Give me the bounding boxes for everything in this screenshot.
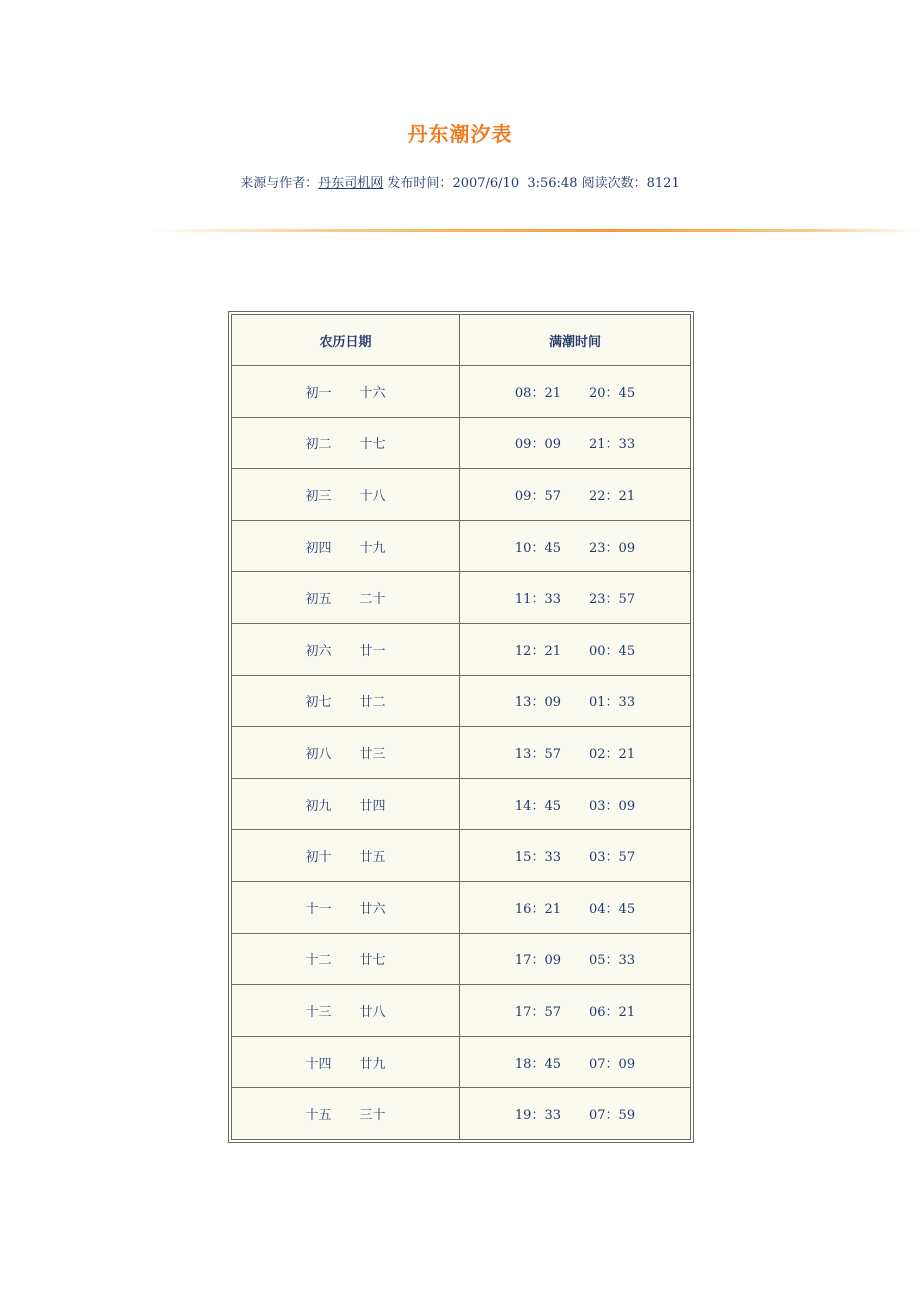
table-row: [232, 623, 691, 675]
table-row: [232, 881, 691, 933]
table-row: [232, 778, 691, 830]
high-tide-time-first: 13：57: [514, 746, 561, 762]
high-tide-time-first: 12：21: [514, 643, 561, 659]
table-row: [232, 1088, 691, 1140]
high-tide-time-second: 07：09: [589, 1056, 636, 1072]
high-tide-time-second: 23：57: [589, 592, 636, 608]
lunar-date-cell: [232, 675, 460, 727]
high-tide-time-first: 09：09: [514, 437, 561, 453]
lunar-date-first: 十四: [305, 1056, 332, 1072]
lunar-date-first: 初九: [305, 798, 332, 814]
lunar-date-cell: [232, 572, 460, 624]
lunar-date-cell: [232, 623, 460, 675]
high-tide-time-cell: [460, 417, 691, 469]
high-tide-time-cell: [460, 675, 691, 727]
high-tide-time-second: 00：45: [589, 643, 636, 659]
source-link[interactable]: 丹东司机网: [318, 176, 384, 191]
high-tide-time-cell: [460, 933, 691, 985]
high-tide-time-first: 09：57: [514, 488, 561, 504]
article-meta: [0, 172, 920, 191]
lunar-date-second: 十六: [359, 385, 386, 401]
high-tide-time-cell: [460, 1036, 691, 1088]
high-tide-time-cell: [460, 985, 691, 1037]
high-tide-time-second: 20：45: [589, 385, 636, 401]
lunar-date-cell: [232, 985, 460, 1037]
table-row: [232, 727, 691, 779]
table-row: [232, 985, 691, 1037]
high-tide-time-first: 19：33: [514, 1108, 561, 1124]
lunar-date-first: 初六: [305, 643, 332, 659]
lunar-date-first: 十二: [305, 953, 332, 969]
lunar-date-second: 二十: [359, 592, 386, 608]
lunar-date-second: 十七: [359, 437, 386, 453]
high-tide-time-second: 01：33: [589, 695, 636, 711]
publish-label: 发布时间：: [387, 176, 453, 191]
high-tide-time-second: 23：09: [589, 540, 636, 556]
lunar-date-first: 初一: [305, 385, 332, 401]
table-body: [232, 366, 691, 1140]
lunar-date-second: 廿八: [359, 1004, 386, 1020]
high-tide-time-second: 03：09: [589, 798, 636, 814]
lunar-date-first: 十五: [305, 1108, 332, 1124]
table-row: [232, 675, 691, 727]
lunar-date-second: 廿六: [359, 901, 386, 917]
lunar-date-second: 十九: [359, 540, 386, 556]
high-tide-time-first: 14：45: [514, 798, 561, 814]
table-header-row: [232, 315, 691, 366]
table-row: [232, 933, 691, 985]
lunar-date-first: 初三: [305, 488, 332, 504]
high-tide-time-second: 03：57: [589, 850, 636, 866]
header-high-tide-time: 满潮时间: [460, 315, 691, 366]
page-title: 丹东潮汐表: [407, 122, 513, 146]
high-tide-time-second: 02：21: [589, 746, 636, 762]
high-tide-time-cell: [460, 623, 691, 675]
table-row: [232, 830, 691, 882]
lunar-date-first: 初五: [305, 592, 332, 608]
high-tide-time-cell: [460, 520, 691, 572]
reads-count: 8121: [646, 176, 680, 191]
lunar-date-first: 初七: [305, 695, 332, 711]
lunar-date-cell: [232, 881, 460, 933]
lunar-date-cell: [232, 417, 460, 469]
lunar-date-second: 十八: [359, 488, 386, 504]
lunar-date-cell: [232, 520, 460, 572]
source-label: 来源与作者：: [240, 176, 319, 191]
high-tide-time-second: 06：21: [589, 1004, 636, 1020]
lunar-date-second: 廿七: [359, 953, 386, 969]
reads-label: 阅读次数：: [581, 176, 647, 191]
table-row: [232, 572, 691, 624]
lunar-date-first: 初四: [305, 540, 332, 556]
lunar-date-second: 廿二: [359, 695, 386, 711]
table-row: [232, 417, 691, 469]
lunar-date-cell: [232, 1088, 460, 1140]
lunar-date-cell: [232, 469, 460, 521]
table-row: [232, 520, 691, 572]
tide-table: [231, 314, 691, 1140]
high-tide-time-first: 18：45: [514, 1056, 561, 1072]
lunar-date-first: 初十: [305, 850, 332, 866]
high-tide-time-first: 10：45: [514, 540, 561, 556]
high-tide-time-cell: [460, 1088, 691, 1140]
high-tide-time-cell: [460, 778, 691, 830]
high-tide-time-first: 15：33: [514, 850, 561, 866]
high-tide-time-cell: [460, 830, 691, 882]
high-tide-time-cell: [460, 727, 691, 779]
lunar-date-second: 廿四: [359, 798, 386, 814]
lunar-date-cell: [232, 830, 460, 882]
lunar-date-cell: [232, 727, 460, 779]
lunar-date-cell: [232, 1036, 460, 1088]
table-row: [232, 1036, 691, 1088]
lunar-date-second: 廿三: [359, 746, 386, 762]
lunar-date-second: 三十: [359, 1108, 386, 1124]
lunar-date-first: 十一: [305, 901, 332, 917]
lunar-date-first: 十三: [305, 1004, 332, 1020]
lunar-date-second: 廿九: [359, 1056, 386, 1072]
lunar-date-cell: [232, 366, 460, 418]
lunar-date-cell: [232, 933, 460, 985]
high-tide-time-cell: [460, 881, 691, 933]
table-row: [232, 366, 691, 418]
high-tide-time-second: 05：33: [589, 953, 636, 969]
high-tide-time-cell: [460, 469, 691, 521]
header-lunar-date: 农历日期: [232, 315, 460, 366]
high-tide-time-second: 04：45: [589, 901, 636, 917]
tide-table-frame: [228, 311, 694, 1143]
high-tide-time-first: 11：33: [514, 592, 561, 608]
high-tide-time-first: 13：09: [514, 695, 561, 711]
lunar-date-second: 廿一: [359, 643, 386, 659]
high-tide-time-first: 17：57: [514, 1004, 561, 1020]
lunar-date-cell: [232, 778, 460, 830]
high-tide-time-first: 16：21: [514, 901, 561, 917]
header-divider: [150, 229, 920, 232]
high-tide-time-second: 21：33: [589, 437, 636, 453]
high-tide-time-first: 17：09: [514, 953, 561, 969]
publish-time: 2007/6/10 3:56:48: [452, 176, 578, 191]
table-row: [232, 469, 691, 521]
high-tide-time-cell: [460, 572, 691, 624]
high-tide-time-second: 07：59: [589, 1108, 636, 1124]
high-tide-time-cell: [460, 366, 691, 418]
lunar-date-first: 初八: [305, 746, 332, 762]
lunar-date-second: 廿五: [359, 850, 386, 866]
high-tide-time-first: 08：21: [514, 385, 561, 401]
high-tide-time-second: 22：21: [589, 488, 636, 504]
lunar-date-first: 初二: [305, 437, 332, 453]
